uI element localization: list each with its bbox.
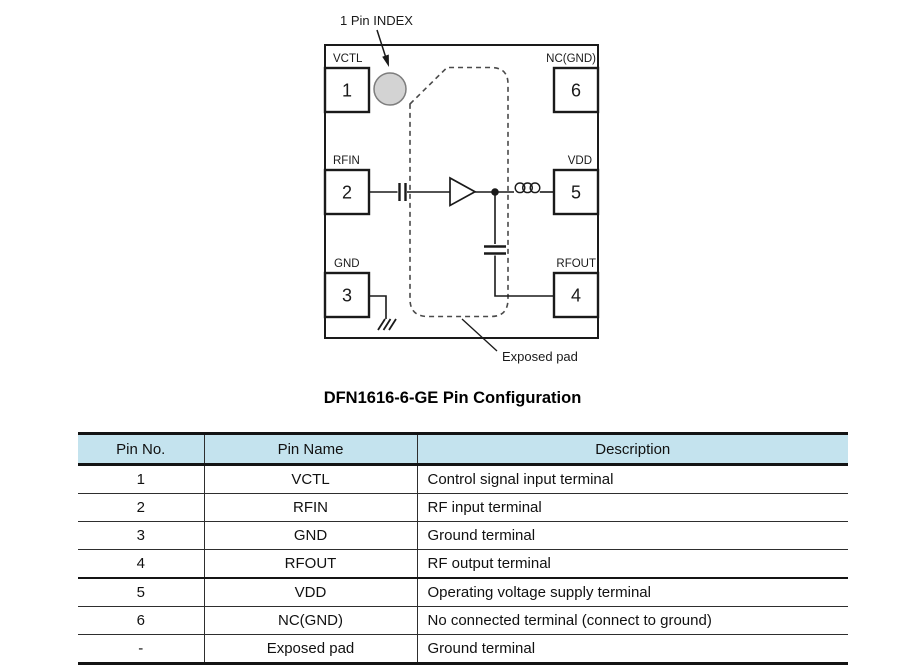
table-row [78, 522, 848, 550]
pin-number-5: 5 [570, 182, 582, 203]
cell-pin-no: 1 [78, 465, 204, 494]
cell-description: Operating voltage supply terminal [417, 578, 848, 607]
pin-number-3: 3 [341, 285, 353, 306]
header-description: Description [417, 434, 848, 465]
cell-pin-name: GND [204, 522, 417, 550]
table-row [78, 635, 848, 664]
table-row [78, 607, 848, 635]
cell-pin-no: 3 [78, 522, 204, 550]
pin-label-rfout: RFOUT [556, 258, 596, 270]
cell-pin-name: VCTL [204, 465, 417, 494]
exposed-pad-label: Exposed pad [502, 349, 578, 364]
junction-dot [491, 188, 499, 196]
table-row [78, 494, 848, 522]
pin-label-ncgnd: NC(GND) [546, 53, 596, 65]
cell-pin-name: Exposed pad [204, 635, 417, 664]
table-row [78, 550, 848, 579]
cell-description: Ground terminal [417, 635, 848, 664]
pin-label-vdd: VDD [567, 155, 592, 167]
pin1-index-label: 1 Pin INDEX [340, 13, 413, 28]
pin-number-1: 1 [341, 80, 353, 101]
table-row [78, 465, 848, 494]
pin-label-rfin: RFIN [333, 155, 360, 167]
pin-label-gnd: GND [334, 258, 360, 270]
cell-pin-name: NC(GND) [204, 607, 417, 635]
cell-pin-name: RFOUT [204, 550, 417, 579]
cell-pin-no: 2 [78, 494, 204, 522]
header-pin-no: Pin No. [78, 434, 204, 465]
cell-description: No connected terminal (connect to ground) [417, 607, 848, 635]
pin-number-2: 2 [341, 182, 353, 203]
cell-pin-name: RFIN [204, 494, 417, 522]
table-header-row [78, 434, 848, 465]
pin-number-6: 6 [570, 80, 582, 101]
cell-pin-no: 4 [78, 550, 204, 579]
cell-pin-no: - [78, 635, 204, 664]
header-pin-name: Pin Name [204, 434, 417, 465]
cell-description: Ground terminal [417, 522, 848, 550]
cell-pin-no: 6 [78, 607, 204, 635]
table-row [78, 578, 848, 607]
pin1-index-circle [374, 73, 406, 105]
cell-pin-no: 5 [78, 578, 204, 607]
figure-title: DFN1616-6-GE Pin Configuration [323, 389, 582, 407]
pin-label-vctl: VCTL [333, 53, 363, 65]
cell-description: Control signal input terminal [417, 465, 848, 494]
cell-pin-name: VDD [204, 578, 417, 607]
pin-number-4: 4 [570, 285, 582, 306]
cell-description: RF input terminal [417, 494, 848, 522]
pin-description-table [78, 432, 848, 665]
cell-description: RF output terminal [417, 550, 848, 579]
